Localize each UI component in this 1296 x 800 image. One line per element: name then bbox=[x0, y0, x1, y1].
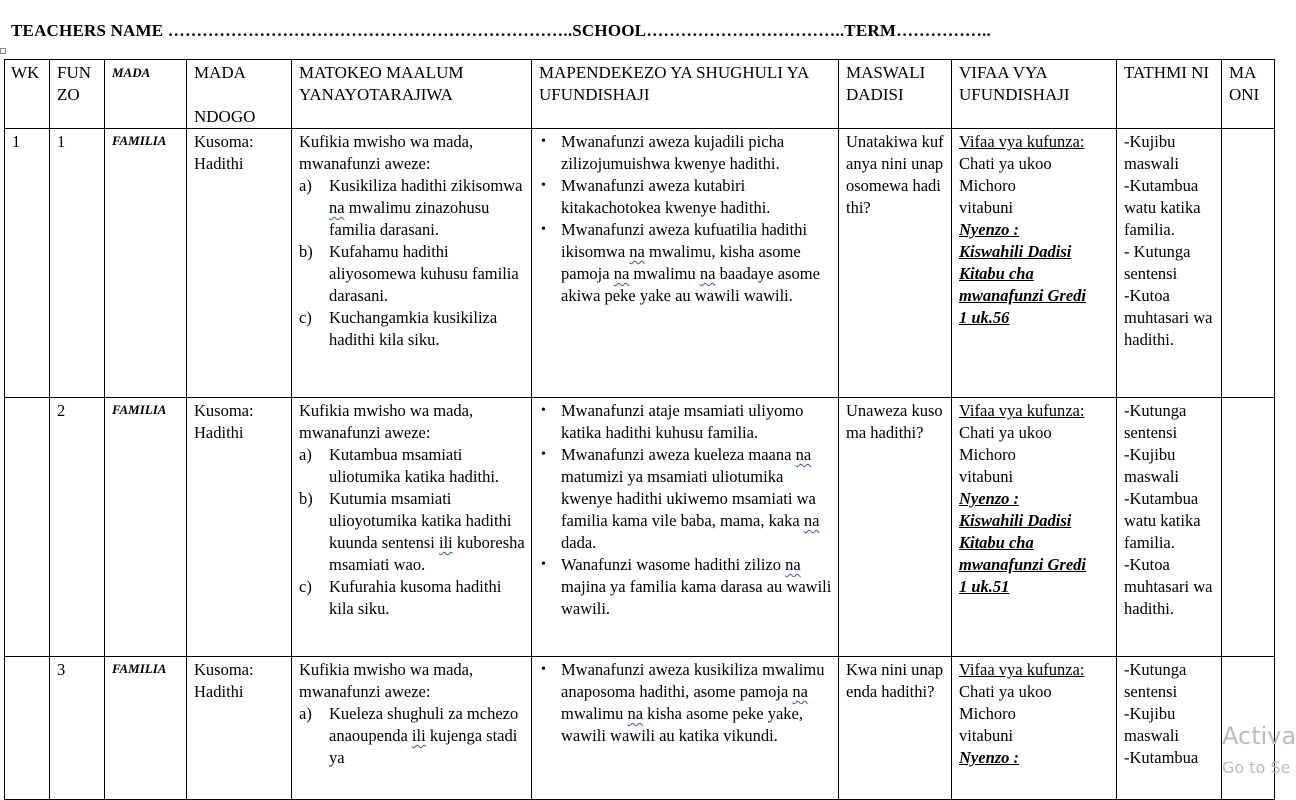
vifaa-item: Michoro bbox=[959, 445, 1016, 464]
matokeo-marker: c) bbox=[299, 308, 312, 327]
col-header-matokeo: MATOKEO MAALUM YANAYOTARAJIWA bbox=[292, 60, 532, 129]
matokeo-text: Kufahamu hadithi aliyosomewa kuhusu familia darasani. bbox=[329, 242, 519, 305]
tathmini-item: -Kutambua watu katika familia. bbox=[1124, 489, 1201, 552]
cell-vifaa bbox=[952, 657, 1117, 800]
cell-tathmini bbox=[1117, 657, 1222, 800]
mapendekezo-list bbox=[539, 131, 832, 307]
matokeo-item bbox=[299, 703, 525, 769]
matokeo-item bbox=[299, 576, 525, 620]
cell-matokeo bbox=[292, 129, 532, 398]
matokeo-text: Kuchangamkia kusikiliza hadithi kila siku. bbox=[329, 308, 498, 349]
col-header-mada: MADA bbox=[105, 60, 187, 129]
matokeo-marker: b) bbox=[299, 489, 313, 508]
cell-mada-ndogo: Kusoma: Hadithi bbox=[187, 657, 292, 800]
mapendekezo-item: • Mwanafunzi aweza kufuatilia hadithi ikisomwa na mwalimu, kisha asome pamoja na mwalimu na baadaye asome akiwa peke yake au wawili wawili. bbox=[539, 219, 832, 307]
cell-funzo: 3 bbox=[50, 657, 105, 800]
cell-wk bbox=[5, 398, 50, 657]
nyenzo-label: Nyenzo : bbox=[959, 220, 1020, 239]
matokeo-list bbox=[299, 175, 525, 351]
cell-maswali: Unaweza kusoma hadithi? bbox=[839, 398, 952, 657]
matokeo-item bbox=[299, 444, 525, 488]
tathmini-item: -Kutambua watu katika familia. bbox=[1124, 176, 1201, 239]
scheme-of-work-table bbox=[4, 59, 1275, 800]
matokeo-item bbox=[299, 175, 525, 241]
page-header: TEACHERS NAME ……………………………………………………………..SCHOOL……………………………..TERM…………….. bbox=[11, 21, 992, 40]
tathmini-item: -Kujibu maswali bbox=[1124, 132, 1179, 173]
mapendekezo-item: • Mwanafunzi aweza kueleza maana na matumizi ya msamiati uliotumika kwenye hadithi ukiwemo msamiati wa familia kama vile baba, mama, kaka na dada. bbox=[539, 444, 832, 554]
cell-mada-ndogo: Kusoma: Hadithi bbox=[187, 129, 292, 398]
table-row bbox=[5, 129, 1275, 398]
col-header-funzo: FUN ZO bbox=[50, 60, 105, 129]
matokeo-intro: Kufikia mwisho wa mada, mwanafunzi aweze: bbox=[299, 132, 474, 173]
matokeo-item bbox=[299, 488, 525, 576]
matokeo-list bbox=[299, 444, 525, 620]
tathmini-item: - Kutunga sentensi bbox=[1124, 242, 1191, 283]
cell-maswali: Unatakiwa kufanya nini unaposomewa hadithi? bbox=[839, 129, 952, 398]
cell-matokeo bbox=[292, 398, 532, 657]
matokeo-item bbox=[299, 307, 525, 351]
col-header-maoni: MA ONI bbox=[1222, 60, 1275, 129]
vifaa-item: vitabuni bbox=[959, 467, 1014, 486]
matokeo-intro: Kufikia mwisho wa mada, mwanafunzi aweze: bbox=[299, 660, 474, 701]
mapendekezo-item: • Mwanafunzi aweza kujadili picha zilizojumuishwa kwenye hadithi. bbox=[539, 131, 832, 175]
vifaa-title: Vifaa vya kufunza: bbox=[959, 401, 1085, 420]
vifaa-item: Chati ya ukoo bbox=[959, 682, 1052, 701]
tathmini-item: -Kujibu maswali bbox=[1124, 445, 1179, 486]
cell-tathmini bbox=[1117, 129, 1222, 398]
tathmini-item: -Kujibu maswali bbox=[1124, 704, 1179, 745]
col-header-maswali: MASWALI DADISI bbox=[839, 60, 952, 129]
activation-watermark-sub: Go to Se bbox=[1222, 758, 1291, 777]
vifaa-item: Michoro bbox=[959, 704, 1016, 723]
mapendekezo-list bbox=[539, 659, 832, 747]
vifaa-title: Vifaa vya kufunza: bbox=[959, 660, 1085, 679]
vifaa-title: Vifaa vya kufunza: bbox=[959, 132, 1085, 151]
cell-mada: FAMILIA bbox=[105, 398, 187, 657]
scheme-table-wrapper bbox=[4, 59, 1274, 788]
table-row bbox=[5, 657, 1275, 800]
cell-funzo: 2 bbox=[50, 398, 105, 657]
mapendekezo-item: • Mwanafunzi ataje msamiati uliyomo katika hadithi kuhusu familia. bbox=[539, 400, 832, 444]
mapendekezo-list bbox=[539, 400, 832, 620]
tathmini-item: -Kutunga sentensi bbox=[1124, 401, 1187, 442]
mapendekezo-item: • Wanafunzi wasome hadithi zilizo na majina ya familia kama darasa au wawili wawili. bbox=[539, 554, 832, 620]
cell-mada: FAMILIA bbox=[105, 657, 187, 800]
nyenzo-label: Nyenzo : bbox=[959, 489, 1020, 508]
nyenzo-label: Nyenzo : bbox=[959, 748, 1020, 767]
matokeo-intro: Kufikia mwisho wa mada, mwanafunzi aweze: bbox=[299, 401, 474, 442]
matokeo-text: Kufurahia kusoma hadithi kila siku. bbox=[329, 577, 502, 618]
cell-wk bbox=[5, 657, 50, 800]
col-header-wk: WK bbox=[5, 60, 50, 129]
cell-mapendekezo bbox=[532, 129, 839, 398]
col-header-mapendekezo: MAPENDEKEZO YA SHUGHULI YA UFUNDISHAJI bbox=[532, 60, 839, 129]
matokeo-list bbox=[299, 703, 525, 769]
matokeo-marker: a) bbox=[299, 445, 312, 464]
cell-maoni bbox=[1222, 398, 1275, 657]
cell-funzo: 1 bbox=[50, 129, 105, 398]
anchor-marker bbox=[0, 48, 6, 54]
matokeo-text: Kueleza shughuli za mchezo anaoupenda ili kujenga stadi ya bbox=[329, 704, 519, 767]
matokeo-text: Kutambua msamiati uliotumika katika hadithi. bbox=[329, 445, 500, 486]
activation-watermark: Activa bbox=[1222, 722, 1296, 750]
nyenzo-reference: Kiswahili Dadisi Kitabu cha mwanafunzi Gredi 1 uk.56 bbox=[959, 242, 1086, 327]
cell-mada: FAMILIA bbox=[105, 129, 187, 398]
matokeo-marker: c) bbox=[299, 577, 312, 596]
cell-mapendekezo bbox=[532, 398, 839, 657]
cell-maswali: Kwa nini unapenda hadithi? bbox=[839, 657, 952, 800]
mapendekezo-item: • Mwanafunzi aweza kutabiri kitakachotokea kwenye hadithi. bbox=[539, 175, 832, 219]
cell-mada-ndogo: Kusoma: Hadithi bbox=[187, 398, 292, 657]
col-header-mada-ndogo: MADA NDOGO bbox=[187, 60, 292, 129]
cell-vifaa bbox=[952, 398, 1117, 657]
tathmini-item: -Kutambua bbox=[1124, 748, 1199, 767]
vifaa-item: vitabuni bbox=[959, 198, 1014, 217]
vifaa-item: vitabuni bbox=[959, 726, 1014, 745]
col-header-tathmini: TATHMI NI bbox=[1117, 60, 1222, 129]
table-row bbox=[5, 398, 1275, 657]
tathmini-item: -Kutoa muhtasari wa hadithi. bbox=[1124, 286, 1213, 349]
cell-tathmini bbox=[1117, 398, 1222, 657]
cell-mapendekezo bbox=[532, 657, 839, 800]
table-header-row bbox=[5, 60, 1275, 129]
cell-wk: 1 bbox=[5, 129, 50, 398]
vifaa-item: Chati ya ukoo bbox=[959, 154, 1052, 173]
matokeo-marker: a) bbox=[299, 704, 312, 723]
matokeo-text: Kutumia msamiati ulioyotumika katika hadithi kuunda sentensi ili kuboresha msamiati wao. bbox=[329, 489, 525, 574]
matokeo-marker: a) bbox=[299, 176, 312, 195]
vifaa-item: Chati ya ukoo bbox=[959, 423, 1052, 442]
matokeo-text: Kusikiliza hadithi zikisomwa na mwalimu zinazohusu familia darasani. bbox=[329, 176, 523, 239]
cell-maoni bbox=[1222, 129, 1275, 398]
tathmini-item: -Kutunga sentensi bbox=[1124, 660, 1187, 701]
cell-matokeo bbox=[292, 657, 532, 800]
matokeo-item bbox=[299, 241, 525, 307]
cell-vifaa bbox=[952, 129, 1117, 398]
nyenzo-reference: Kiswahili Dadisi Kitabu cha mwanafunzi Gredi 1 uk.51 bbox=[959, 511, 1086, 596]
vifaa-item: Michoro bbox=[959, 176, 1016, 195]
mapendekezo-item: • Mwanafunzi aweza kusikiliza mwalimu anaposoma hadithi, asome pamoja na mwalimu na kisha asome peke yake, wawili wawili au katika vikundi. bbox=[539, 659, 832, 747]
col-header-vifaa: VIFAA VYA UFUNDISHAJI bbox=[952, 60, 1117, 129]
matokeo-marker: b) bbox=[299, 242, 313, 261]
tathmini-item: -Kutoa muhtasari wa hadithi. bbox=[1124, 555, 1213, 618]
